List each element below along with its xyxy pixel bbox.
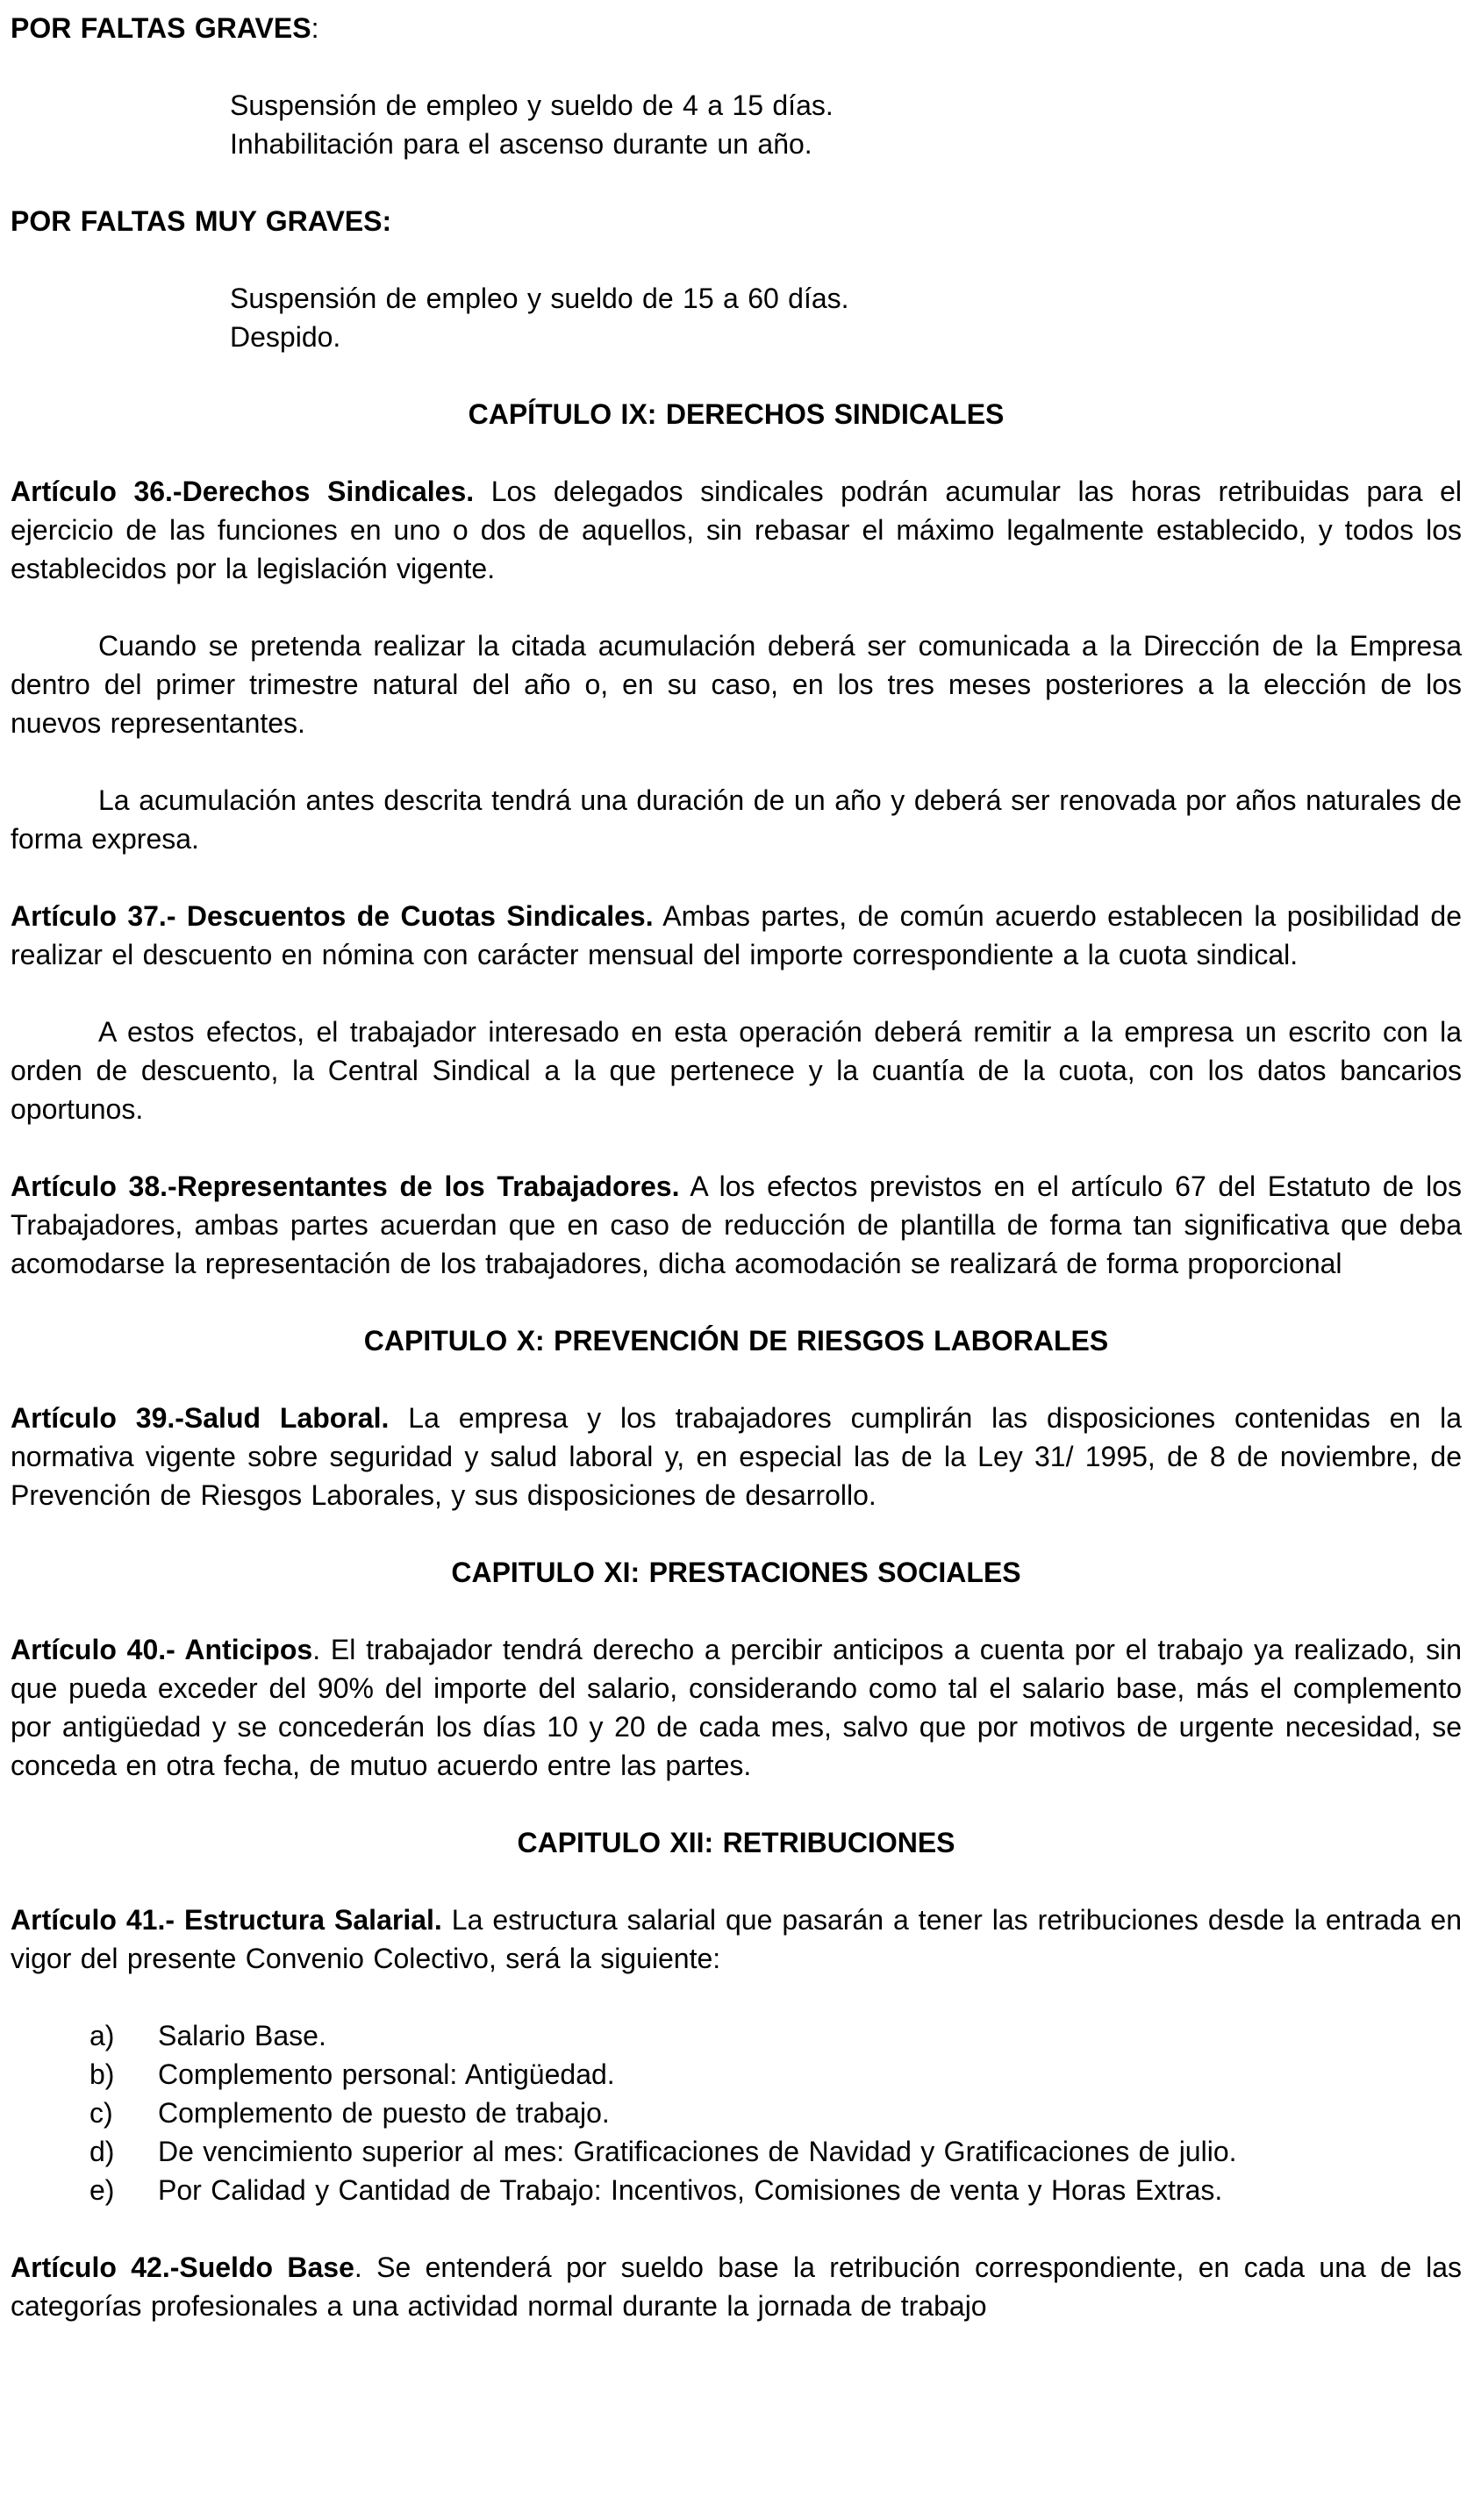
list-item-text: Por Calidad y Cantidad de Trabajo: Incentivos, Comisiones de venta y Horas Extras. xyxy=(158,2174,1223,2206)
sanction-line: Despido. xyxy=(230,321,341,353)
list-item xyxy=(89,2016,1462,2055)
article-paragraph: Artículo 40.- Anticipos. El trabajador tendrá derecho a percibir anticipos a cuenta por el trabajo ya realizado, sin que pueda exceder del 90% del importe del salario, considerando como tal el salario base, más el complemento por antigüedad y se concederán los días 10 y 20 de cada mes, salvo que por motivos de urgente necesidad, se conceda en otra fecha, de mutuo acuerdo entre las partes. xyxy=(11,1634,1463,1781)
chapter-heading: CAPÍTULO IX: DERECHOS SINDICALES xyxy=(468,398,1005,430)
article-paragraph: Artículo 39.-Salud Laboral. La empresa y los trabajadores cumplirán las disposiciones contenidas en la normativa vigente sobre seguridad y salud laboral y, en especial las de la Ley 31/ 1995, de 8 de noviembre, de Prevención de Riesgos Laborales, y sus disposiciones de desarrollo. xyxy=(11,1402,1463,1511)
chapter-heading: CAPITULO X: PREVENCIÓN DE RIESGOS LABORALES xyxy=(363,1325,1109,1357)
sanction-line: Suspensión de empleo y sueldo de 15 a 60 días. xyxy=(230,283,849,314)
section-label-bold: POR FALTAS MUY GRAVES: xyxy=(11,205,392,237)
list-item xyxy=(89,2055,1462,2094)
article-title: Artículo 39.-Salud Laboral. xyxy=(11,1402,390,1434)
article-title: Artículo 38.-Representantes de los Trabajadores. xyxy=(11,1171,680,1202)
body-paragraph: Cuando se pretenda realizar la citada acumulación deberá ser comunicada a la Dirección de la Empresa dentro del primer trimestre natural del año o, en su caso, en los tres meses posteriores a la elección de los nuevos representantes. xyxy=(11,630,1462,739)
sanction-lines xyxy=(11,279,1462,356)
body-paragraph: La acumulación antes descrita tendrá una duración de un año y deberá ser renovada por años naturales de forma expresa. xyxy=(11,784,1462,855)
chapter-heading: CAPITULO XI: PRESTACIONES SOCIALES xyxy=(451,1557,1021,1588)
list-item-text: Complemento personal: Antigüedad. xyxy=(158,2058,615,2090)
body-paragraph: A estos efectos, el trabajador interesado en esta operación deberá remitir a la empresa un escrito con la orden de descuento, la Central Sindical a la que pertenece y la cuantía de la cuota, con los datos bancarios oportunos. xyxy=(11,1016,1462,1125)
chapter-heading: CAPITULO XII: RETRIBUCIONES xyxy=(517,1827,955,1858)
sanction-line: Suspensión de empleo y sueldo de 4 a 15 días. xyxy=(230,89,834,121)
article-paragraph: Artículo 36.-Derechos Sindicales. Los delegados sindicales podrán acumular las horas retribuidas para el ejercicio de las funciones en uno o dos de aquellos, sin rebasar el máximo legalmente establecido, y todos los establecidos por la legislación vigente. xyxy=(11,476,1463,584)
list-marker: e) xyxy=(89,2174,115,2206)
list-item-text: De vencimiento superior al mes: Gratificaciones de Navidad y Gratificaciones de julio. xyxy=(158,2136,1237,2167)
article-title: Artículo 37.- Descuentos de Cuotas Sindicales. xyxy=(11,900,654,932)
article-paragraph: Artículo 41.- Estructura Salarial. La estructura salarial que pasarán a tener las retribuciones desde la entrada en vigor del presente Convenio Colectivo, será la siguiente: xyxy=(11,1904,1463,1974)
list-marker: d) xyxy=(89,2136,115,2167)
article-paragraph: Artículo 37.- Descuentos de Cuotas Sindicales. Ambas partes, de común acuerdo establecen la posibilidad de realizar el descuento en nómina con carácter mensual del importe correspondiente a la cuota sindical. xyxy=(11,900,1463,970)
document-content xyxy=(11,9,1462,2325)
list-marker: b) xyxy=(89,2058,115,2090)
sanction-lines xyxy=(11,86,1462,163)
article-title: Artículo 36.-Derechos Sindicales. xyxy=(11,476,475,507)
list-item-text: Salario Base. xyxy=(158,2020,326,2051)
section-label: POR FALTAS GRAVES: xyxy=(11,12,319,44)
article-title: Artículo 41.- Estructura Salarial. xyxy=(11,1904,442,1936)
list-marker: c) xyxy=(89,2097,113,2129)
article-paragraph: Artículo 42.-Sueldo Base. Se entenderá por sueldo base la retribución correspondiente, en cada una de las categorías profesionales a una actividad normal durante la jornada de trabajo xyxy=(11,2252,1463,2322)
article-title: Artículo 40.- Anticipos xyxy=(11,1634,313,1665)
sanction-line: Inhabilitación para el ascenso durante un año. xyxy=(230,128,812,160)
salary-structure-list xyxy=(11,2016,1462,2209)
section-label xyxy=(11,202,1462,240)
section-label-bold: POR FALTAS GRAVES xyxy=(11,12,311,44)
article-paragraph: Artículo 38.-Representantes de los Trabajadores. A los efectos previstos en el artículo 67 del Estatuto de los Trabajadores, ambas partes acuerdan que en caso de reducción de plantilla de forma tan significativa que deba acomodarse la representación de los trabajadores, dicha acomodación se realizará de forma proporcional xyxy=(11,1171,1462,1279)
list-item xyxy=(89,2171,1462,2209)
article-title: Artículo 42.-Sueldo Base xyxy=(11,2252,354,2283)
list-marker: a) xyxy=(89,2020,115,2051)
list-item xyxy=(89,2132,1462,2171)
list-item xyxy=(89,2094,1462,2132)
list-item-text: Complemento de puesto de trabajo. xyxy=(158,2097,610,2129)
